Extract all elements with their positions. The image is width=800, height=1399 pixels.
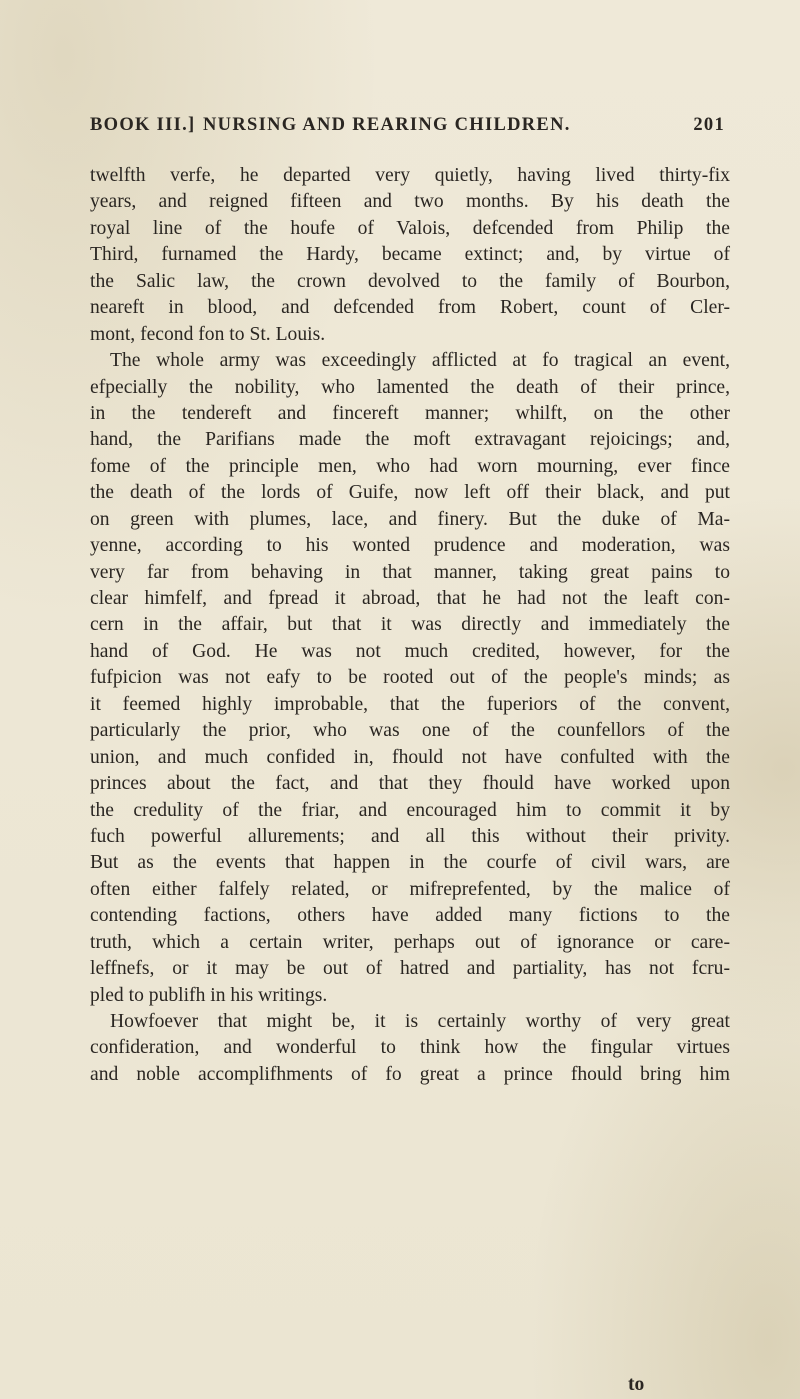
text-line: in the tendereft and fincereft manner; whilft, on the other: [90, 402, 730, 424]
text-line: fuch powerful allurements; and all this without their privity.: [90, 825, 730, 847]
page-number: 201: [693, 115, 725, 135]
text-line: fufpicion was not eafy to be rooted out of the people's minds; as: [90, 667, 730, 689]
text-line: the credulity of the friar, and encouraged him to commit it by: [90, 799, 730, 821]
paragraph-start-line: Howfoever that might be, it is certainly worthy of very great: [110, 1011, 730, 1032]
running-head: [90, 115, 725, 151]
text-line: mont, fecond fon to St. Louis.: [90, 323, 326, 345]
text-line: royal line of the houfe of Valois, defcended from Philip the: [90, 217, 730, 239]
text-line: truth, which a certain writer, perhaps out of ignorance or care-: [90, 931, 730, 953]
paragraph-start-line: The whole army was exceedingly afflicted at fo tragical an event,: [110, 350, 730, 372]
text-line: it feemed highly improbable, that the fuperiors of the convent,: [90, 693, 730, 715]
text-line: cern in the affair, but that it was directly and immediately the: [90, 614, 730, 636]
catchword: to: [628, 1374, 645, 1395]
text-line: fome of the principle men, who had worn mourning, ever fince: [90, 455, 730, 477]
text-line: the death of the lords of Guife, now left off their black, and put: [90, 482, 730, 504]
text-line: neareft in blood, and defcended from Robert, count of Cler-: [90, 297, 730, 319]
body-text: [90, 163, 730, 1088]
text-line: years, and reigned fifteen and two months. By his death the: [90, 191, 730, 213]
text-line: pled to publifh in his writings.: [90, 984, 328, 1006]
text-line: hand of God. He was not much credited, however, for the: [90, 640, 730, 662]
text-line: contending factions, others have added many fictions to the: [90, 905, 730, 927]
text-line: twelfth verfe, he departed very quietly, having lived thirty-fix: [90, 165, 730, 186]
text-line: efpecially the nobility, who lamented the death of their prince,: [90, 376, 730, 398]
text-line: leffnefs, or it may be out of hatred and partiality, has not fcru-: [90, 958, 730, 980]
text-line: union, and much confided in, fhould not have confulted with the: [90, 746, 730, 768]
text-line: confideration, and wonderful to think how the fingular virtues: [90, 1037, 730, 1059]
text-line: yenne, according to his wonted prudence and moderation, was: [90, 535, 730, 557]
text-line: very far from behaving in that manner, taking great pains to: [90, 561, 730, 583]
text-line: particularly the prior, who was one of the counfellors of the: [90, 720, 730, 742]
text-line: on green with plumes, lace, and finery. But the duke of Ma-: [90, 508, 730, 530]
text-line: princes about the fact, and that they fhould have worked upon: [90, 773, 730, 795]
book-number: BOOK III.]: [90, 115, 196, 135]
text-line: and noble accomplifhments of fo great a prince fhould bring him: [90, 1063, 730, 1085]
text-line: Third, furnamed the Hardy, became extinct; and, by virtue of: [90, 244, 730, 266]
text-line: But as the events that happen in the courfe of civil wars, are: [90, 852, 730, 874]
text-line: clear himfelf, and fpread it abroad, that he had not the leaft con-: [90, 588, 730, 609]
text-line: hand, the Parifians made the moft extravagant rejoicings; and,: [90, 429, 730, 451]
text-line: the Salic law, the crown devolved to the family of Bourbon,: [90, 270, 730, 292]
text-line: often either falfely related, or mifreprefented, by the malice of: [90, 878, 730, 900]
chapter-title: NURSING AND REARING CHILDREN.: [203, 115, 571, 135]
